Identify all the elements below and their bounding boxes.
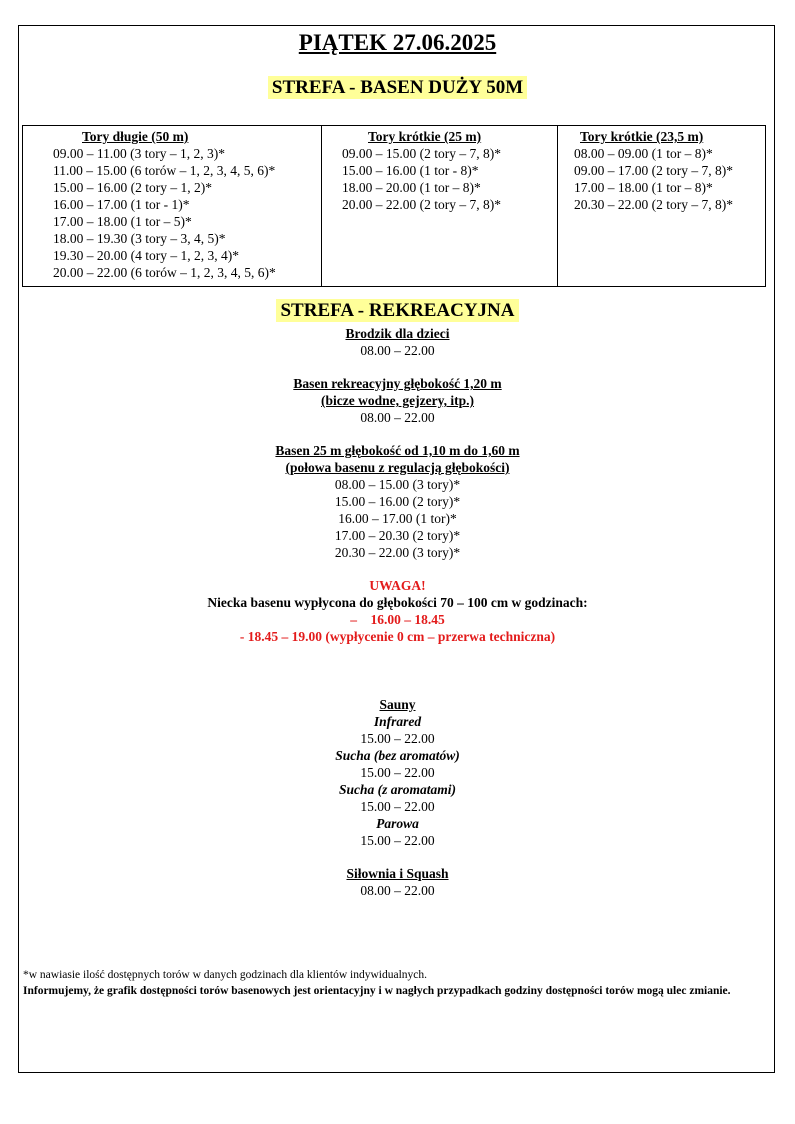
basen25-name: Basen 25 m głębokość od 1,10 m do 1,60 m <box>275 443 520 458</box>
short-lanes-23-row: 20.30 – 22.00 (2 tory – 7, 8)* <box>574 197 733 212</box>
zone-rec-heading-text: STREFA - REKREACYJNA <box>276 299 518 322</box>
notice-title: UWAGA! <box>369 578 426 593</box>
sauna-hours: 15.00 – 22.00 <box>360 731 435 746</box>
sauna-name: Infrared <box>373 714 422 729</box>
zone-rec-heading <box>0 300 795 322</box>
notice-text: Niecka basenu wypłycona do głębokości 70 – 100 cm w godzinach: <box>207 595 588 610</box>
short-lanes-23-row: 17.00 – 18.00 (1 tor – 8)* <box>574 180 713 195</box>
sauna-section <box>0 696 795 899</box>
basen25-row: 17.00 – 20.30 (2 tory)* <box>334 528 461 543</box>
notice-line-2: - 18.45 – 19.00 (wypłycenie 0 cm – przerwa techniczna) <box>239 629 556 644</box>
basen-rek-name: Basen rekreacyjny głębokość 1,20 m <box>293 376 502 391</box>
short-lanes-23-header: Tory krótkie (23,5 m) <box>580 129 704 144</box>
sauna-name: Sucha (z aromatami) <box>338 782 457 797</box>
basen25-sub: (połowa basenu z regulacją głębokości) <box>285 460 510 475</box>
sauna-hours: 15.00 – 22.00 <box>360 765 435 780</box>
sauna-hours: 15.00 – 22.00 <box>360 833 435 848</box>
page-title: PIĄTEK 27.06.2025 <box>298 30 497 55</box>
short-lanes-23-row: 09.00 – 17.00 (2 tory – 7, 8)* <box>574 163 733 178</box>
short-lanes-25-row: 15.00 – 16.00 (1 tor - 8)* <box>342 163 479 178</box>
long-lanes-row: 19.30 – 20.00 (4 tory – 1, 2, 3, 4)* <box>53 248 239 263</box>
long-lanes-row: 15.00 – 16.00 (2 tory – 1, 2)* <box>53 180 212 195</box>
basen-rek-sub: (bicze wodne, gejzery, itp.) <box>321 393 474 408</box>
footnote-line-1: *w nawiasie ilość dostępnych torów w danych godzinach dla klientów indywidualnych. <box>23 969 428 981</box>
basen25-row: 20.30 – 22.00 (3 tory)* <box>334 545 461 560</box>
gym-name: Siłownia i Squash <box>346 866 449 881</box>
brodzik-name: Brodzik dla dzieci <box>345 326 450 341</box>
long-lanes-row: 20.00 – 22.00 (6 torów – 1, 2, 3, 4, 5, 6)* <box>53 265 276 280</box>
brodzik-hours: 08.00 – 22.00 <box>360 343 435 358</box>
basen-rek-hours: 08.00 – 22.00 <box>360 410 435 425</box>
sauna-name: Sucha (bez aromatów) <box>335 748 460 763</box>
long-lanes-cell <box>23 126 322 287</box>
sauna-hours: 15.00 – 22.00 <box>360 799 435 814</box>
long-lanes-row: 09.00 – 11.00 (3 tory – 1, 2, 3)* <box>53 146 225 161</box>
zone-big-heading <box>0 77 795 99</box>
long-lanes-row: 18.00 – 19.30 (3 tory – 3, 4, 5)* <box>53 231 226 246</box>
lanes-table <box>22 125 766 287</box>
short-lanes-23-row: 08.00 – 09.00 (1 tor – 8)* <box>574 146 713 161</box>
basen25-row: 08.00 – 15.00 (3 tory)* <box>334 477 461 492</box>
sauny-title: Sauny <box>379 697 416 712</box>
short-lanes-25-row: 18.00 – 20.00 (1 tor – 8)* <box>342 180 481 195</box>
recreation-section <box>0 325 795 645</box>
short-lanes-25-row: 20.00 – 22.00 (2 tory – 7, 8)* <box>342 197 501 212</box>
short-lanes-23-cell <box>558 126 766 287</box>
long-lanes-row: 17.00 – 18.00 (1 tor – 5)* <box>53 214 192 229</box>
long-lanes-header: Tory długie (50 m) <box>82 129 189 144</box>
notice-line-1: – 16.00 – 18.45 <box>350 612 445 627</box>
basen25-row: 15.00 – 16.00 (2 tory)* <box>334 494 461 509</box>
short-lanes-25-cell <box>322 126 558 287</box>
gym-hours: 08.00 – 22.00 <box>360 883 435 898</box>
sauna-name: Parowa <box>376 816 419 831</box>
footnote-line-2: Informujemy, że grafik dostępności torów basenowych jest orientacyjny i w nagłych przypadkach godziny dostępności torów mogą ulec zmianie. <box>23 985 731 997</box>
short-lanes-25-header: Tory krótkie (25 m) <box>368 129 482 144</box>
zone-big-heading-text: STREFA - BASEN DUŻY 50M <box>268 76 527 99</box>
long-lanes-row: 16.00 – 17.00 (1 tor - 1)* <box>53 197 190 212</box>
footnote <box>23 967 773 999</box>
basen25-row: 16.00 – 17.00 (1 tor)* <box>338 511 457 526</box>
short-lanes-25-row: 09.00 – 15.00 (2 tory – 7, 8)* <box>342 146 501 161</box>
long-lanes-row: 11.00 – 15.00 (6 torów – 1, 2, 3, 4, 5, 6)* <box>53 163 276 178</box>
